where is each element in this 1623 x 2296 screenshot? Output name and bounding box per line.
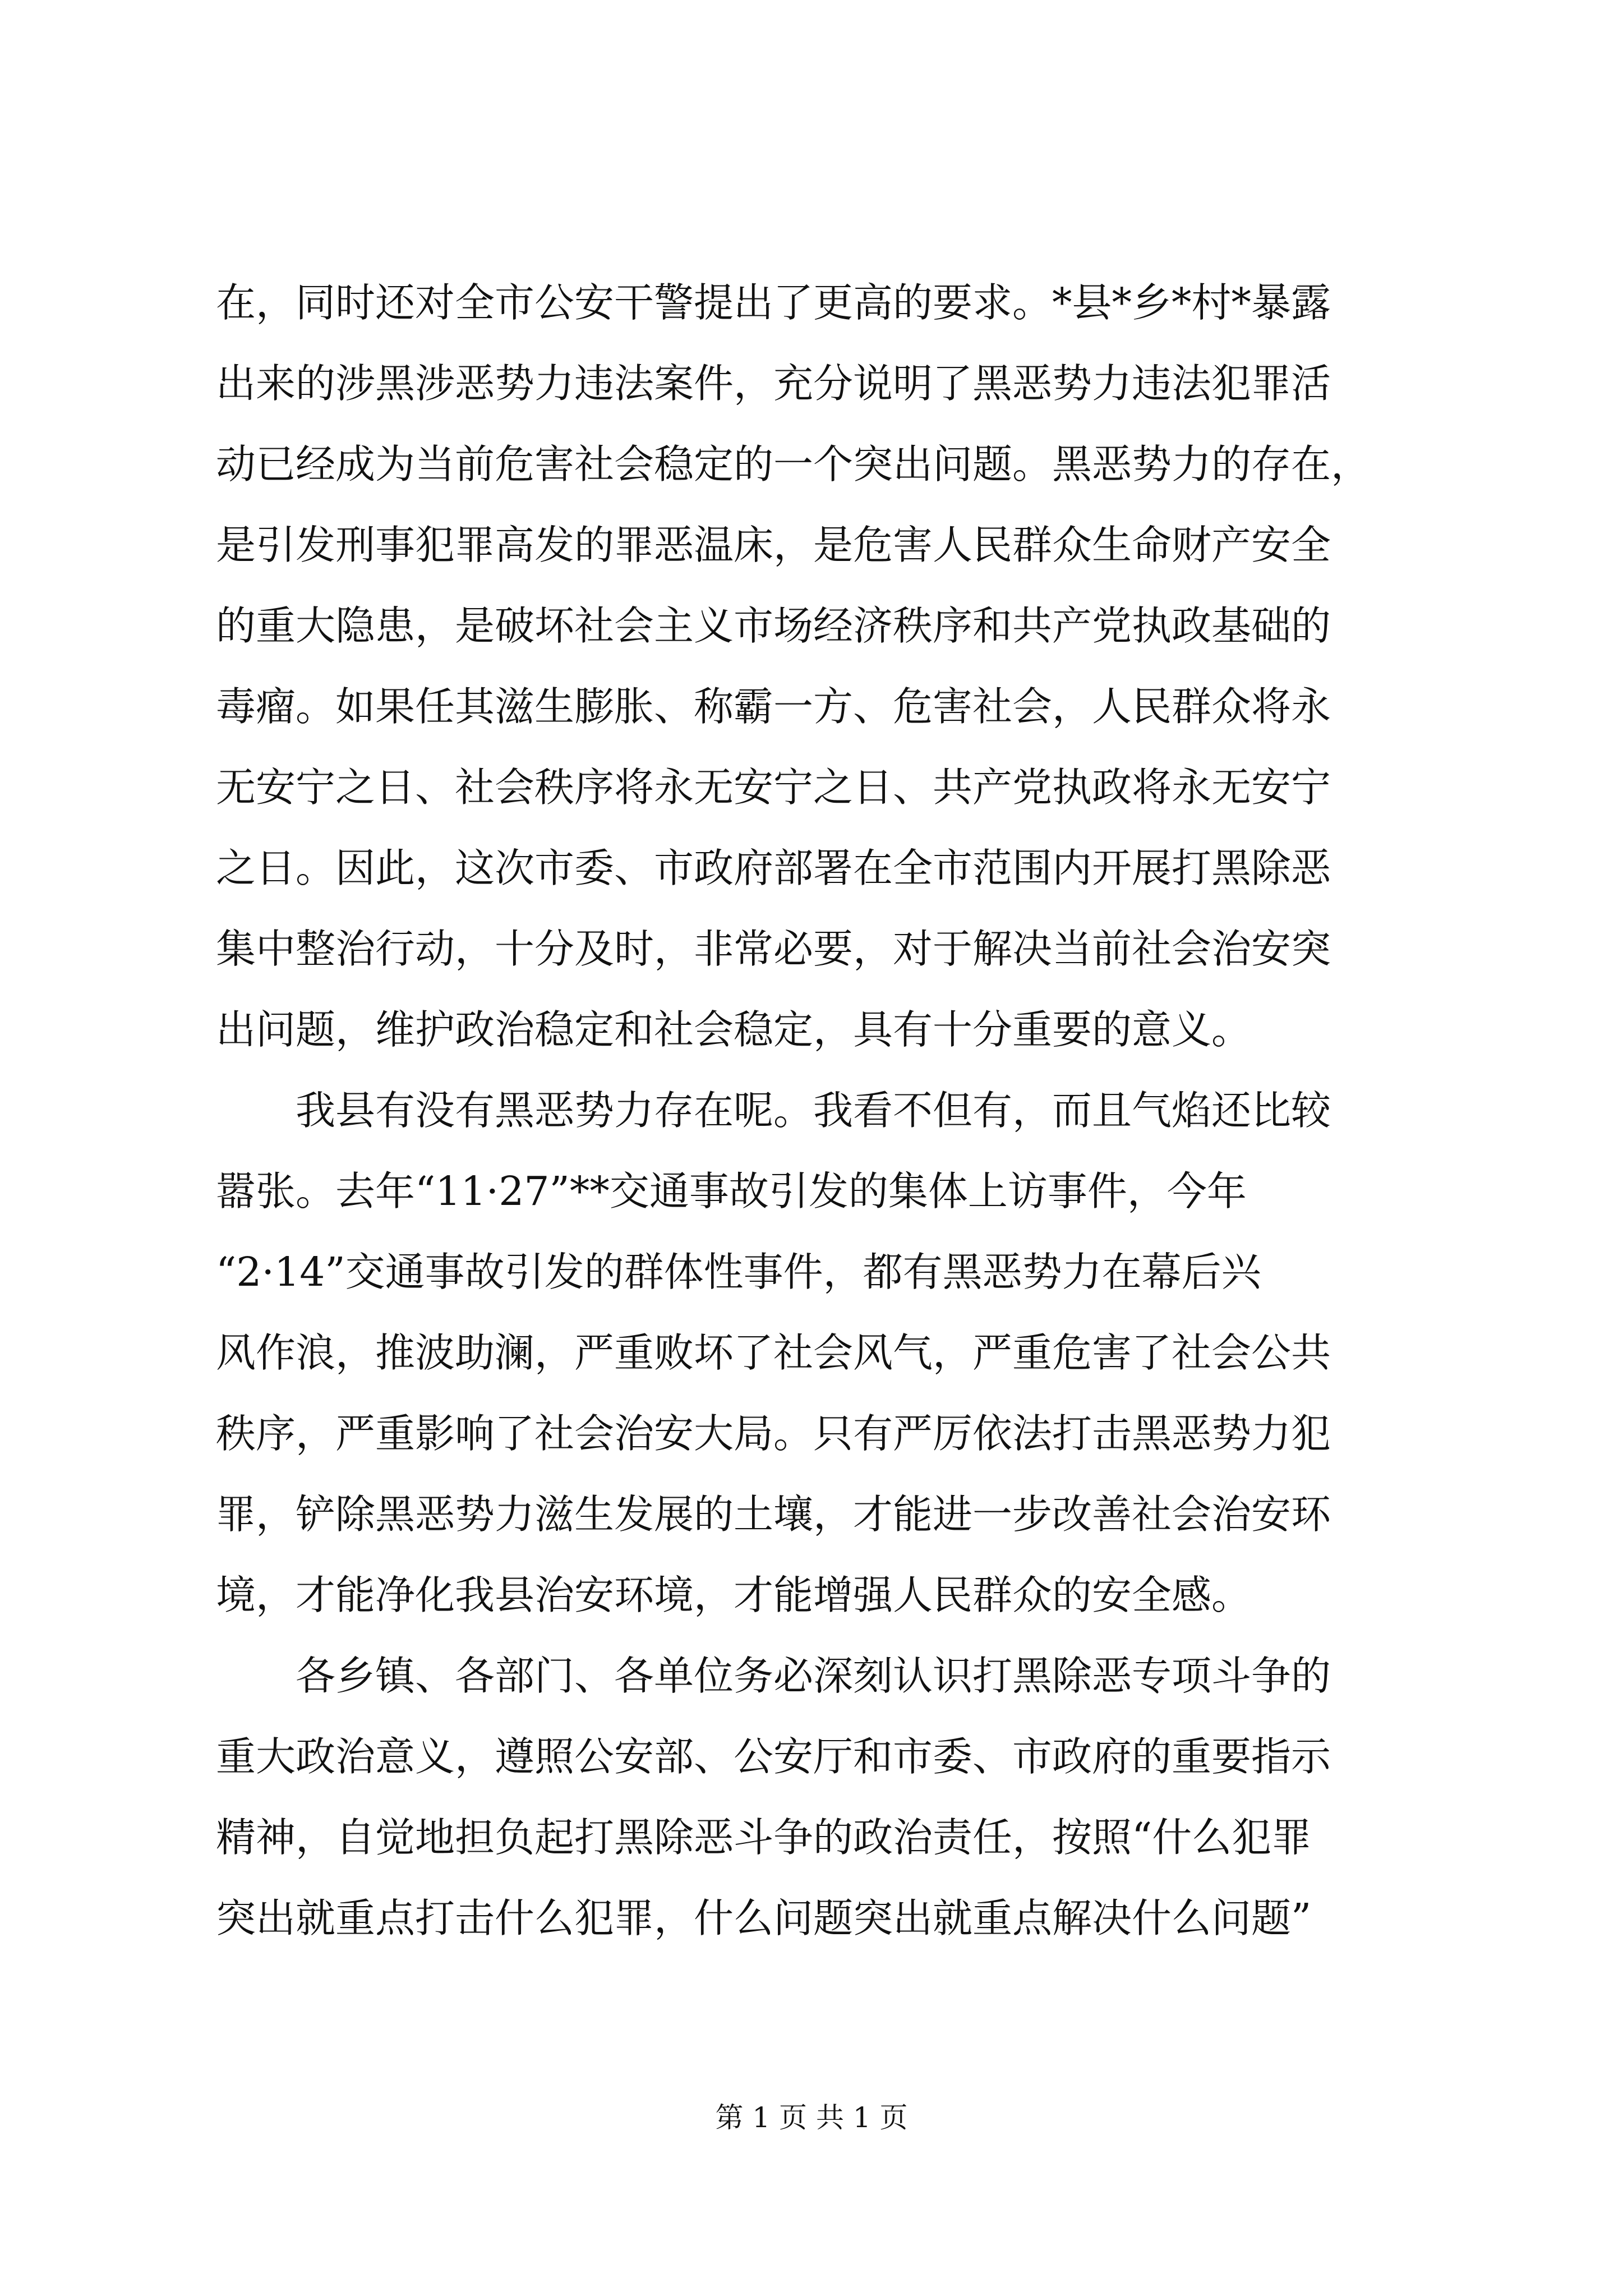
text-line: 各乡镇、各部门、各单位务必深刻认识打黑除恶专项斗争的 <box>216 1653 1331 1699</box>
text-line: 在，同时还对全市公安干警提出了更高的要求。*县*乡*村*暴露 <box>216 279 1331 326</box>
text-line: 是引发刑事犯罪高发的罪恶温床，是危害人民群众生命财产安全 <box>216 522 1331 568</box>
text-line: 嚣张。去年“11·27”**交通事故引发的集体上访事件，今年 <box>216 1168 1247 1214</box>
text-line: 出来的涉黑涉恶势力违法案件，充分说明了黑恶势力违法犯罪活 <box>216 360 1331 407</box>
document-body <box>216 263 1472 1959</box>
text-line: 秩序，严重影响了社会治安大局。只有严厉依法打击黑恶势力犯 <box>216 1410 1331 1457</box>
text-line: 毒瘤。如果任其滋生膨胀、称霸一方、危害社会，人民群众将永 <box>216 683 1331 730</box>
text-line: 精神，自觉地担负起打黑除恶斗争的政治责任，按照“什么犯罪 <box>216 1814 1312 1861</box>
text-line: “2·14”交通事故引发的群体性事件，都有黑恶势力在幕后兴 <box>216 1249 1261 1295</box>
text-line: 境，才能净化我县治安环境，才能增强人民群众的安全感。 <box>216 1572 1252 1618</box>
text-line: 出问题，维护政治稳定和社会稳定，具有十分重要的意义。 <box>216 1006 1252 1053</box>
text-line: 集中整治行动，十分及时，非常必要，对于解决当前社会治安突 <box>216 926 1331 972</box>
text-line: 动已经成为当前危害社会稳定的一个突出问题。黑恶势力的存在， <box>216 441 1371 487</box>
text-line: 风作浪，推波助澜，严重败坏了社会风气，严重危害了社会公共 <box>216 1329 1331 1376</box>
text-line: 我县有没有黑恶势力存在呢。我看不但有，而且气焰还比较 <box>216 1087 1331 1134</box>
text-line: 无安宁之日、社会秩序将永无安宁之日、共产党执政将永无安宁 <box>216 764 1331 811</box>
text-line: 突出就重点打击什么犯罪，什么问题突出就重点解决什么问题” <box>216 1895 1312 1941</box>
text-line: 罪，铲除黑恶势力滋生发展的土壤，才能进一步改善社会治安环 <box>216 1491 1331 1538</box>
text-line: 重大政治意义，遵照公安部、公安厅和市委、市政府的重要指示 <box>216 1733 1331 1780</box>
page-footer: 第 1 页 共 1 页 <box>715 2101 908 2134</box>
text-line: 的重大隐患，是破坏社会主义市场经济秩序和共产党执政基础的 <box>216 602 1331 649</box>
text-line: 之日。因此，这次市委、市政府部署在全市范围内开展打黑除恶 <box>216 845 1331 891</box>
